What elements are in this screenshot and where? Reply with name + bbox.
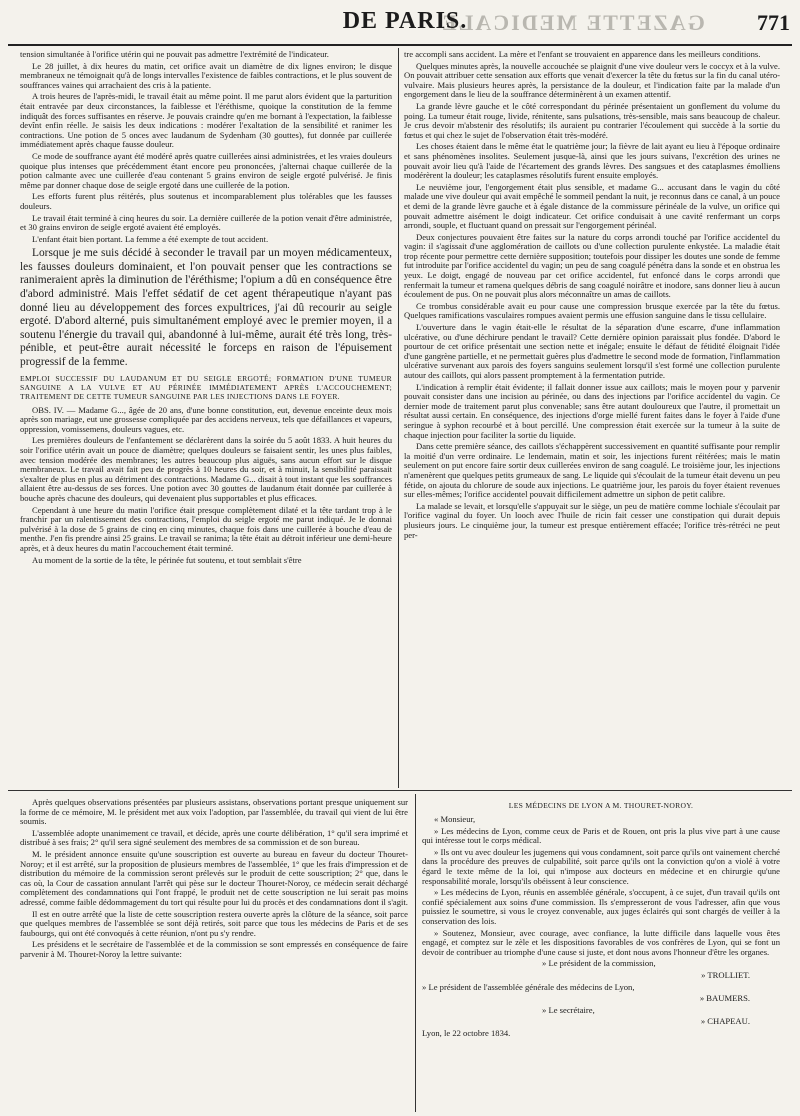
paragraph: Le 28 juillet, à dix heures du matin, cet orifice avait un diamètre de dix lignes environ; le disque membraneux ne témoignait qu'à de longs intervalles l'existence de faibles contractions, et le plus souvent de souffrances vaines qui arrachaient des cris à la patiente. [20,60,392,90]
right-column [404,50,780,788]
salutation: « Monsieur, [434,814,476,824]
paragraph: Au moment de la sortie de la tête, le périnée fut soutenu, et tout semblait s'être [32,554,302,565]
paragraph: Le travail était terminé à cinq heures du soir. La dernière cuillerée de la potion venait d'être administrée, et 30 grains environ de seigle ergoté avaient été employés. [20,212,392,233]
paragraph: Ce mode de souffrance ayant été modéré après quatre cuillerées ainsi administrées, et les vraies douleurs quoique plus intenses que précédemment étant encore peu prononcées, j'alternai chaque cuillerée de la potion calmante avec une cuillerée d'eau contenant 5 grains environ de seigle ergoté pulvérisé. Je finis même par donner chaque dose de seigle ergoté dans une cuillerée de la potion. [20,150,392,190]
paragraph: L'ouverture dans le vagin était-elle le résultat de la séparation d'une escarre, d'une inflammation ulcérative, ou d'une déchirure pendant le travail? Cette dernière opinion paraissait plus fondée. D'abord le pourtour de cet orifice présentait une section nette et inégale; ensuite le défaut de fétidité éloignait l'idée d'une gangrène partielle, et ne permettait guères plus d'admettre le second mode de formation, l'inflammation ulcérative survenant aux parois des foyers sanguins seulement lorsqu'il s'est formé une collection purulente autour des caillots, qui alors passent promptement à la fermentation putride. [404,322,780,380]
signature-line: » Le secrétaire, [542,1004,595,1015]
paragraph: Les présidens et le secrétaire de l'assemblée et de la commission se sont empressés en conséquence de faire parvenir à M. Thouret-Noroy la lettre suivante: [20,939,408,959]
signature-name: » TROLLIET. [701,969,750,980]
paragraph: La grande lèvre gauche et le côté correspondant du périnée présentaient un gonflement du volume du poing. La tumeur était rouge, livide, rénitente, sans pulsations, très-sensible, mais sans beaucoup de chaleur. Je crus devoir m'abstenir des résolutifs; ils auraient pu contrarier l'écoulement qui succède à la sortie du fœtus et qui chez le sujet de l'observation était très-modéré. [404,100,780,140]
signature-line: » Le président de la commission, [542,958,656,969]
page-number: 771 [757,10,790,35]
paragraph: Les choses étaient dans le même état le quatrième jour; la fièvre de lait ayant eu lieu à l'époque ordinaire et sans phénomènes insolites. Seulement jusque-là, ainsi que les jours suivans, l'excrétion des urines ne pouvait avoir lieu qu'à l'aide de l'écartement des grands lèvres. Des sangsues et des cataplasmes émolliens modérèrent la douleur; les cataplasmes résolutifs furent ensuite employés. [404,141,780,181]
bottom-left-column [20,798,408,1110]
signature-line: » Le président de l'assemblée générale des médecins de Lyon, [422,981,635,992]
show-through-text: GAZETTE MEDICALE [440,10,705,35]
paragraph: L'indication à remplir était évidente; il fallait donner issue aux caillots; mais le moyen pour y parvenir pouvait consister dans une incision au périnée, ou dans des injections par l'orifice accidentel du vagin. Ce dernier mode de traitement parut plus convenable; sans être autant douloureux que l'autre, il promettait un résultat aussi certain. En conséquence, des injections d'orge miellé furent faites dans le foyer à l'aide d'une seringue à syphon recourbé et à bout percillé. Une compression était exercée sur la tumeur à la suite de chaque injection pour faciliter la sortie du liquide. [404,381,780,440]
paragraph: Le neuvième jour, l'engorgement était plus sensible, et madame G... accusant dans le vagin du côté malade une vive douleur qui avait empêché le sommeil pendant la nuit, je reconnus dans ce canal, à un pouce et demi de la grande lèvre gauche et à égale distance de la commissure périnéale de la vulve, un orifice qui pouvait admettre aisément le doigt indicateur. Cet orifice conduisait à une cavité renfermant un corps arrondi, souple, et fluctuant quand on pressait sur l'engorgement périnéal. [404,181,780,231]
section-rule [8,790,792,791]
running-head: DE PARIS. [342,8,468,34]
paragraph: Il est en outre arrêté que la liste de cette souscription restera ouverte après la clôture de la séance, soit parce que quelques membres de l'assemblée se sont déjà retirés, soit parce que tous les médecins de Paris et de ses faubourgs, qui ont été convoqués à cette réunion, n'ont pu s'y rendre. [20,908,408,938]
paragraph: Les premières douleurs de l'enfantement se déclarèrent dans la soirée du 5 août 1833. A huit heures du soir l'orifice utérin avait un pouce de diamètre; quelques douleurs se faisaient sentir, les unes plus faibles, avec tension modérée des membranes; les autres beaucoup plus aiguës, sans aucun effort sur le disque membraneux. Le travail avait fait peu de progrès à 10 heures du soir, et à minuit, la sensibilité paraissait s'exalter de plus en plus au détriment des contractions. Madame G... disait à tout instant que les souffrances allaient être au-dessus de ses forces. Une potion avec 30 gouttes de laudanum était donnée par cuillerée à bouche après chacune des douleurs, qui devenaient plus supportables et plus efficaces. [20,435,392,503]
paragraph: Dans cette première séance, des caillots s'échappèrent successivement en quantité suffisante pour remplir la moitié d'un verre ordinaire. Le lendemain, matin et soir, les injections furent réitérées; mais le matin seulement on put encore faire sortir deux cuillerées environ de sang coagulé. Le troisième jour, les injections n'amenèrent que quelques petits grumeaux de sang. Le liquide qui s'écoulait de la tumeur était devenu un peu fétide, on ajouta du chlorure de soude aux injections. Le quatrième jour, les parois du foyer étaient revenues sur elles-mêmes; l'orifice accidentel pouvait difficilement admettre un siphon de petit calibre. [404,441,780,500]
paragraph: Après quelques observations présentées par plusieurs assistans, observations portant presque uniquement sur la forme de ce mémoire, M. le président met aux voix l'adoption, par l'assemblée, du travail qui vient de lui être soumis. [20,798,408,827]
paragraph: Les efforts furent plus réitérés, plus soutenus et incomparablement plus tolérables que les fausses douleurs. [20,191,392,211]
paragraph: M. le président annonce ensuite qu'une souscription est ouverte au bureau en faveur du docteur Thouret-Noroy; et il est arrêté, sur la proposition de plusieurs membres de l'assemblée, 1° que les frais d'impression et de distribution du mémoire de la commission seront prélevés sur le produit de cette souscription; 2° que, dans le cas où, la Cour de cassation annulant l'arrêt qui pèse sur le docteur Thouret-Noroy, ce médecin serait déchargé complètement des condamnations qui l'ont frappé, le produit net de cette souscription ne lui serait pas moins adressé, comme faible dédommagement du tort qui résulte pour lui du procès et des condamnations dont il s'agit. [20,848,408,907]
paragraph: » Soutenez, Monsieur, avec courage, avec confiance, la lutte difficile dans laquelle vous êtes engagé, et comptez sur le zèle et les dispositions favorables de vos confrères de Lyon, qui se font un devoir de contribuer au triomphe d'une cause si juste, et dont nous avons l'honneur d'être les organes. [422,927,780,957]
signature-name: » CHAPEAU. [700,1016,750,1027]
left-column [20,50,392,788]
page-header [0,0,800,46]
paragraph: Ce trombus considérable avait eu pour cause une compression brusque exercée par la tête du fœtus. Quelques ramifications vasculaires rompues avaient permis une effusion sanguine dans le tissu cellulaire. [404,300,780,321]
commentary-paragraph: Lorsque je me suis décidé à seconder le travail par un moyen médicamenteux, les fausses douleurs dominaient, et l'on pouvait penser que les contractions se ranimeraient après la diminution de l'éréthisme; l'opium a dû en conséquence être d'abord administré. Mais l'effet sédatif de cet agent thérapeutique n'ayant pas donné lieu au développement des forces expultrices, j'ai dû recourir au seigle ergoté. D'abord alterné, puis simultanément employé avec le premier moyen, il a soutenu l'énergie du travail qui, abandonné à lui-même, aurait été très long, très-pénible, et peut-être aurait nécessité le forceps en raison de l'épuisement progressif de la femme. [20,247,392,369]
letter-heading: LES MÉDECINS DE LYON A M. THOURET-NOROY. [508,801,694,810]
paragraph: La malade se levait, et lorsqu'elle s'appuyait sur le siège, un peu de matière comme lochiale s'écoulait par l'orifice vaginal du foyer. Un looch avec l'huile de ricin fait cesser une constipation qui durait depuis plusieurs jours. Le cinquième jour, la tumeur est presque entièrement effacée; l'orifice très-rétréci ne peut per- [404,500,780,540]
paragraph: L'assemblée adopte unanimement ce travail, et décide, après une courte délibération, 1° qu'il sera imprimé et distribué à ses frais; 2° qu'il sera signé seulement des membres de sa commission et de son bureau. [20,827,408,848]
paragraph: OBS. IV. — Madame G..., âgée de 20 ans, d'une bonne constitution, eut, devenue enceinte deux mois après son mariage, eut une grossesse compliquée par des accidens nerveux, tels que défaillances et vapeurs, oppression, vomissemens, douleurs vagues, etc. [20,404,392,434]
bottom-right-column [422,798,780,1110]
paragraph: Quelques minutes après, la nouvelle accouchée se plaignit d'une vive douleur vers le coccyx et à la vulve. On pouvait attribuer cette sensation aux efforts que venait d'exercer la tête du fœtus sur la fin du canal utéro-vulvaire. Mais plusieurs heures après, la persistance de la douleur, et l'indication faite par la malade d'un engorgement dans le lieu de la souffrance déterminèrent à un examen attentif. [404,60,780,100]
paragraph: L'enfant était bien portant. La femme a été exempte de tout accident. [32,233,269,244]
paragraph: » Les médecins de Lyon, réunis en assemblée générale, s'occupent, à ce sujet, d'un travail qu'ils ont confié spécialement aux soins d'une commission. Ils s'empresseront de vous l'adresser, afin que vous puissiez le soumettre, si vous le croyez convenable, aux juges éclairés qui sont chargés de veiller à la conservation des lois. [422,887,780,926]
header-rule [8,44,792,46]
paragraph: Deux conjectures pouvaient être faites sur la nature du corps arrondi touché par l'orifice accidentel du vagin: il s'agissait d'une agglomération de caillots ou d'une collection purulente enkystée. La maladie était trop récente pour permettre cette dernière supposition; toutefois pour dissiper les doutes une sonde de femme fut introduite par l'orifice accidentel du vagin; un peu de sang coagulé pénétra dans la sonde et en obstrua les yeux. Le doigt, engagé de nouveau par cet orifice accidentel, fut enfoncé dans le corps arrondi que renfermait la tumeur et ramena quelques débris de sang coagulé noirâtre et inodore, sans donner lieu à aucun écoulement de pus. On ne pouvait plus alors méconnaître un amas de caillots. [404,231,780,300]
paragraph: » Ils ont vu avec douleur les jugemens qui vous condamnent, soit parce qu'ils ont vainement cherché dans la procédure des preuves de culpabilité, soit parce qu'ils ont la conviction qu'on a violé à votre égard le texte même de la loi, qui n'impose aux docteurs en médecine et en chirurgie qu'une responsabilité morale, lorsqu'ils obéissent à leur conscience. [422,846,780,886]
section-title: EMPLOI SUCCESSIF DU LAUDANUM ET DU SEIGLE ERGOTÉ; FORMATION D'UNE TUMEUR SANGUINE A LA VULVE ET AU PÉRINÉE IMMÉDIATEMENT APRÈS L'ACCOUCHEMENT; TRAITEMENT DE CETTE TUMEUR SANGUINE PAR LES INJECTIONS DANS LE FOYER. [20,373,392,401]
paragraph: » Les médecins de Lyon, comme ceux de Paris et de Rouen, ont pris la plus vive part à une cause qui intéresse tout le corps médical. [422,825,780,846]
paragraph: Cependant à une heure du matin l'orifice était presque complètement dilaté et la tête tardant trop à le franchir par un ralentissement des contractions, l'emploi du seigle ergoté me parut indiqué. Je le donnai pulvérisé à la dose de 5 grains de cinq en cinq minutes, chaque fois dans une cuillerée à bouche d'eau de menthe. J'en fis prendre ainsi 25 grains. Le travail se ranima; la tête était au détroit inférieur une demi-heure après, et à deux heures du matin l'accouchement était terminé. [20,504,392,553]
paragraph: A trois heures de l'après-midi, le travail était au même point. Il me parut alors évident que la parturition était entravée par deux circonstances, la faiblesse et l'éréthisme, quoique la constitution de la femme indiquât des forces suffisantes en réserve. Je pouvais craindre qu'en me bornant à l'expectation, la faiblesse devînt enfin réelle. Je saisis les deux indications : modérer l'exaltation de la sensibilité et ranimer les contractions. Une potion de 5 onces avec laudanum de Sydenham (30 gouttes), fut donnée par cuillerée immédiatement après chaque fausse douleur. [20,91,392,150]
dateline: Lyon, le 22 octobre 1834. [422,1027,511,1038]
column-divider [398,48,399,788]
signature-name: » BAUMERS. [699,993,750,1004]
paragraph: tension simultanée à l'orifice utérin qui ne pouvait pas admettre l'extrémité de l'indicateur. [20,50,329,59]
paragraph: tre accompli sans accident. La mère et l'enfant se trouvaient en apparence dans les meilleurs conditions. [404,50,761,59]
column-divider [415,794,416,1112]
